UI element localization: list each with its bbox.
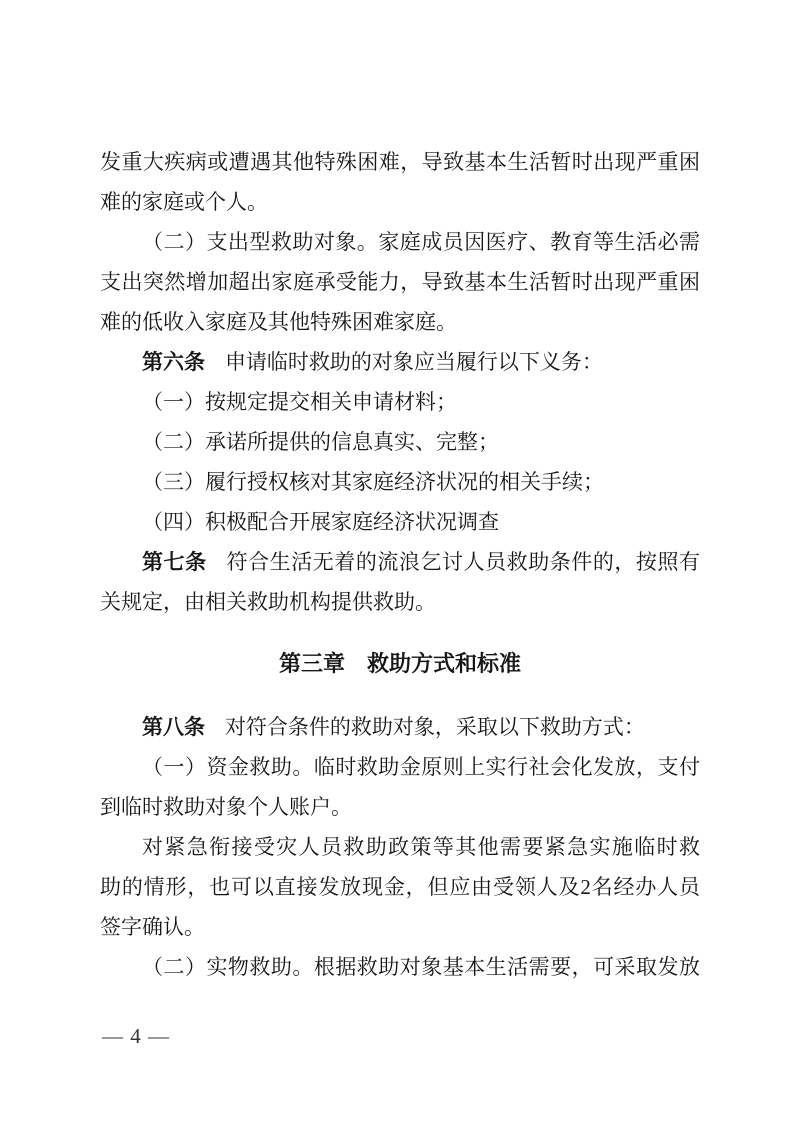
body-line: 关规定，由相关救助机构提供救助。 [100, 590, 436, 614]
article-text: 对符合条件的救助对象，采取以下救助方式： [224, 715, 645, 739]
chapter-number: 第三章 [278, 651, 345, 676]
body-line: （二）支出型救助对象。家庭成员因医疗、教育等生活必需 [142, 230, 700, 254]
body-line: 难的低收入家庭及其他特殊困难家庭。 [100, 310, 457, 334]
chapter-heading [100, 644, 700, 684]
article-term: 第八条 [142, 716, 205, 739]
article-term: 第七条 [142, 551, 207, 574]
body-line: （四）积极配合开展家庭经济状况调查 [142, 510, 499, 534]
page-number [102, 1021, 170, 1051]
body-line: 对紧急衔接受灾人员救助政策等其他需要紧急实施临时救 [142, 835, 700, 859]
body-line: 签字确认。 [100, 915, 205, 939]
body-line-article-6 [100, 342, 700, 382]
body-line: 支出突然增加超出家庭承受能力，导致基本生活暂时出现严重困 [100, 270, 700, 294]
body-line: （一）资金救助。临时救助金原则上实行社会化发放，支付 [142, 755, 700, 779]
article-term: 第六条 [142, 351, 205, 374]
body-line: （二）实物救助。根据救助对象基本生活需要，可采取发放 [142, 955, 700, 979]
body-line: （二）承诺所提供的信息真实、完整； [142, 430, 499, 454]
body-line: 到临时救助对象个人账户。 [100, 795, 352, 819]
body-line-article-8 [100, 707, 700, 747]
article-text: 申请临时救助的对象应当履行以下义务： [224, 350, 603, 374]
body-line: （一）按规定提交相关申请材料； [142, 390, 457, 414]
body-line-article-7 [100, 542, 700, 582]
article-text: 符合生活无着的流浪乞讨人员救助条件的，按照有 [226, 550, 701, 574]
body-line: 难的家庭或个人。 [100, 190, 268, 214]
body-line: 发重大疾病或遭遇其他特殊困难，导致基本生活暂时出现严重困 [100, 150, 700, 174]
body-line: （三）履行授权核对其家庭经济状况的相关手续； [142, 470, 604, 494]
document-body [100, 142, 700, 987]
page-number-text: — 4 — [102, 1024, 170, 1048]
body-line: 助的情形，也可以直接发放现金，但应由受领人及2名经办人员 [100, 875, 700, 899]
chapter-title: 救助方式和标准 [367, 651, 522, 676]
